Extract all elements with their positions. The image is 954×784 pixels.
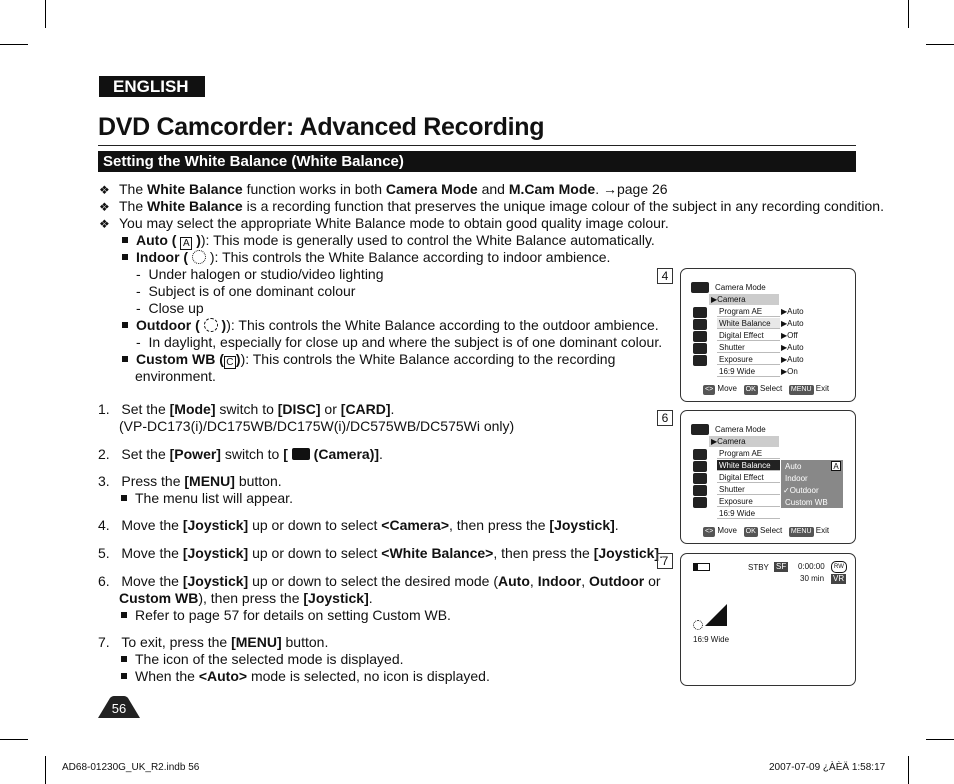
menu-tab-label: ▶Camera bbox=[711, 437, 746, 446]
mode-custom: Custom WB ( C )): This controls the White Balance according to the recording bbox=[122, 351, 615, 369]
crop-mark bbox=[0, 739, 28, 740]
square-bullet-icon bbox=[122, 322, 128, 328]
auto-wb-icon: A bbox=[831, 461, 841, 471]
crop-mark bbox=[45, 0, 46, 28]
wb-option: Indoor bbox=[785, 474, 808, 483]
time-counter: 0:00:00 bbox=[798, 562, 825, 571]
menu-item: Program AE bbox=[717, 448, 780, 459]
screen-help-bar: <> Move OK Select MENU Exit bbox=[705, 526, 830, 535]
step-3: 3. Press the [MENU] button. bbox=[98, 473, 282, 489]
step-5: 5. Move the [Joystick] up or down to select <White Balance>, then press the [Joystick]. bbox=[98, 545, 663, 561]
square-bullet-icon bbox=[122, 356, 128, 362]
menu-value: ▶On bbox=[781, 367, 798, 376]
settings-icon bbox=[693, 355, 707, 366]
wide-label: 16:9 Wide bbox=[693, 635, 730, 644]
step-4: 4. Move the [Joystick] up or down to select <Camera>, then press the [Joystick]. bbox=[98, 517, 619, 533]
mode-auto: Auto ( A )): This mode is generally used to control the White Balance automatically. bbox=[122, 232, 655, 250]
camera-mode-icon bbox=[691, 282, 709, 293]
menu-item: Digital Effect bbox=[717, 330, 780, 341]
settings-icon bbox=[693, 497, 707, 508]
square-bullet-icon bbox=[121, 673, 127, 679]
sf-badge: SF bbox=[776, 562, 787, 571]
screen-mode-label: Camera Mode bbox=[715, 425, 766, 434]
step-7-sub: The icon of the selected mode is displayed. bbox=[121, 651, 404, 668]
screen-help-bar: <> Move OK Select MENU Exit bbox=[705, 384, 830, 393]
white-balance-icon bbox=[693, 319, 707, 330]
menu-value: ▶Auto bbox=[781, 319, 804, 328]
record-screen-7 bbox=[680, 553, 856, 686]
menu-item: Digital Effect bbox=[717, 472, 780, 483]
menu-screen-6 bbox=[680, 410, 856, 544]
menu-item: 16:9 Wide bbox=[717, 366, 780, 377]
menu-value: ▶Auto bbox=[781, 307, 804, 316]
title-rule bbox=[98, 145, 856, 146]
indoor-wb-icon bbox=[192, 250, 206, 264]
camera-icon bbox=[292, 448, 310, 460]
step-2: 2. Set the [Power] switch to [ (Camera)]. bbox=[98, 446, 383, 462]
mode-indoor: Indoor ( ): This controls the White Balance according to indoor ambience. bbox=[122, 249, 610, 266]
step-6-cont: Custom WB), then press the [Joystick]. bbox=[119, 590, 373, 606]
custom-wb-icon: C bbox=[224, 356, 236, 369]
white-balance-icon bbox=[693, 461, 707, 472]
standby-label: STBY bbox=[748, 563, 769, 572]
bullet-diamond-icon: ❖ bbox=[99, 183, 110, 197]
crop-mark bbox=[45, 756, 46, 784]
bullet-text: The White Balance function works in both Camera Mode and M.Cam Mode. →page 26 bbox=[119, 181, 668, 197]
crop-mark bbox=[908, 0, 909, 28]
step-3-sub: The menu list will appear. bbox=[121, 490, 293, 507]
menu-value: ▶Off bbox=[781, 331, 798, 340]
square-bullet-icon bbox=[121, 656, 127, 662]
crop-mark bbox=[926, 44, 954, 45]
square-bullet-icon bbox=[122, 254, 128, 260]
language-badge: ENGLISH bbox=[99, 76, 205, 97]
outdoor-wb-icon bbox=[204, 318, 218, 332]
wb-option: ✓Outdoor bbox=[783, 486, 819, 495]
outdoor-sub: - In daylight, especially for close up and where the subject is of one dominant colour. bbox=[136, 334, 663, 350]
square-bullet-icon bbox=[121, 495, 127, 501]
shutter-icon bbox=[693, 485, 707, 496]
step-1-models: (VP-DC173(i)/DC175WB/DC175W(i)/DC575WB/DC575Wi only) bbox=[119, 418, 515, 434]
step-7: 7. To exit, press the [MENU] button. bbox=[98, 634, 329, 650]
crop-mark bbox=[0, 44, 28, 45]
wb-option: Auto bbox=[785, 462, 802, 471]
footer-file-info: AD68-01230G_UK_R2.indb 56 bbox=[62, 762, 200, 773]
joystick-icon: <> bbox=[705, 528, 714, 535]
menu-item: White Balance bbox=[717, 460, 780, 471]
menu-item: Program AE bbox=[717, 306, 780, 317]
page-title: DVD Camcorder: Advanced Recording bbox=[98, 113, 545, 141]
menu-item: White Balance bbox=[717, 318, 780, 329]
menu-item: Exposure bbox=[717, 354, 780, 365]
bullet-diamond-icon: ❖ bbox=[99, 217, 110, 231]
indoor-wb-icon bbox=[693, 620, 703, 630]
auto-wb-icon: A bbox=[180, 237, 192, 250]
step-6: 6. Move the [Joystick] up or down to select the desired mode (Auto, Indoor, Outdoor or bbox=[98, 573, 661, 589]
step-7-sub: When the <Auto> mode is selected, no icon is displayed. bbox=[121, 668, 490, 685]
screen-step-number: 7 bbox=[657, 553, 673, 569]
menu-item: Exposure bbox=[717, 496, 780, 507]
shutter-icon bbox=[693, 343, 707, 354]
page-number: 56 bbox=[111, 701, 127, 716]
rw-badge: RW bbox=[831, 561, 847, 573]
program-ae-icon bbox=[693, 307, 707, 318]
mode-outdoor: Outdoor ( )): This controls the White Balance according to the outdoor ambience. bbox=[122, 317, 659, 334]
menu-screen-4 bbox=[680, 268, 856, 402]
footer-timestamp: 2007-07-09 ¿ÀÈÄ 1:58:17 bbox=[769, 762, 886, 773]
menu-item: Shutter bbox=[717, 342, 780, 353]
battery-icon bbox=[693, 563, 710, 571]
bullet-text: You may select the appropriate White Balance mode to obtain good quality image colour. bbox=[119, 215, 669, 231]
screen-step-number: 6 bbox=[657, 410, 673, 426]
screen-step-number: 4 bbox=[657, 268, 673, 284]
digital-effect-icon bbox=[693, 331, 707, 342]
bullet-text: The White Balance is a recording function that preserves the unique image colour of the subject in any recording condition. bbox=[119, 198, 884, 214]
menu-value: ▶Auto bbox=[781, 355, 804, 364]
crop-mark bbox=[908, 756, 909, 784]
mode-custom-cont: environment. bbox=[135, 368, 216, 384]
camera-mode-icon bbox=[691, 424, 709, 435]
menu-value: ▶Auto bbox=[781, 343, 804, 352]
indoor-sub: - Under halogen or studio/video lighting bbox=[136, 266, 384, 282]
pointer-arrow bbox=[703, 602, 729, 628]
step-6-sub: Refer to page 57 for details on setting Custom WB. bbox=[121, 607, 451, 624]
square-bullet-icon bbox=[122, 237, 128, 243]
wb-option: Custom WB bbox=[785, 498, 828, 507]
step-1: 1. Set the [Mode] switch to [DISC] or [CARD]. bbox=[98, 401, 395, 417]
crop-mark bbox=[926, 739, 954, 740]
bullet-diamond-icon: ❖ bbox=[99, 200, 110, 214]
joystick-icon: <> bbox=[705, 386, 714, 393]
menu-item: 16:9 Wide bbox=[717, 508, 780, 519]
remaining-time: 30 min bbox=[800, 574, 825, 583]
square-bullet-icon bbox=[121, 612, 127, 618]
menu-item: Shutter bbox=[717, 484, 780, 495]
section-title: Setting the White Balance (White Balance) bbox=[98, 151, 856, 172]
digital-effect-icon bbox=[693, 473, 707, 484]
vr-badge: VR bbox=[833, 574, 845, 583]
indoor-sub: - Subject is of one dominant colour bbox=[136, 283, 356, 299]
screen-mode-label: Camera Mode bbox=[715, 283, 766, 292]
menu-tab-label: ▶Camera bbox=[711, 295, 746, 304]
program-ae-icon bbox=[693, 449, 707, 460]
indoor-sub: - Close up bbox=[136, 300, 204, 316]
